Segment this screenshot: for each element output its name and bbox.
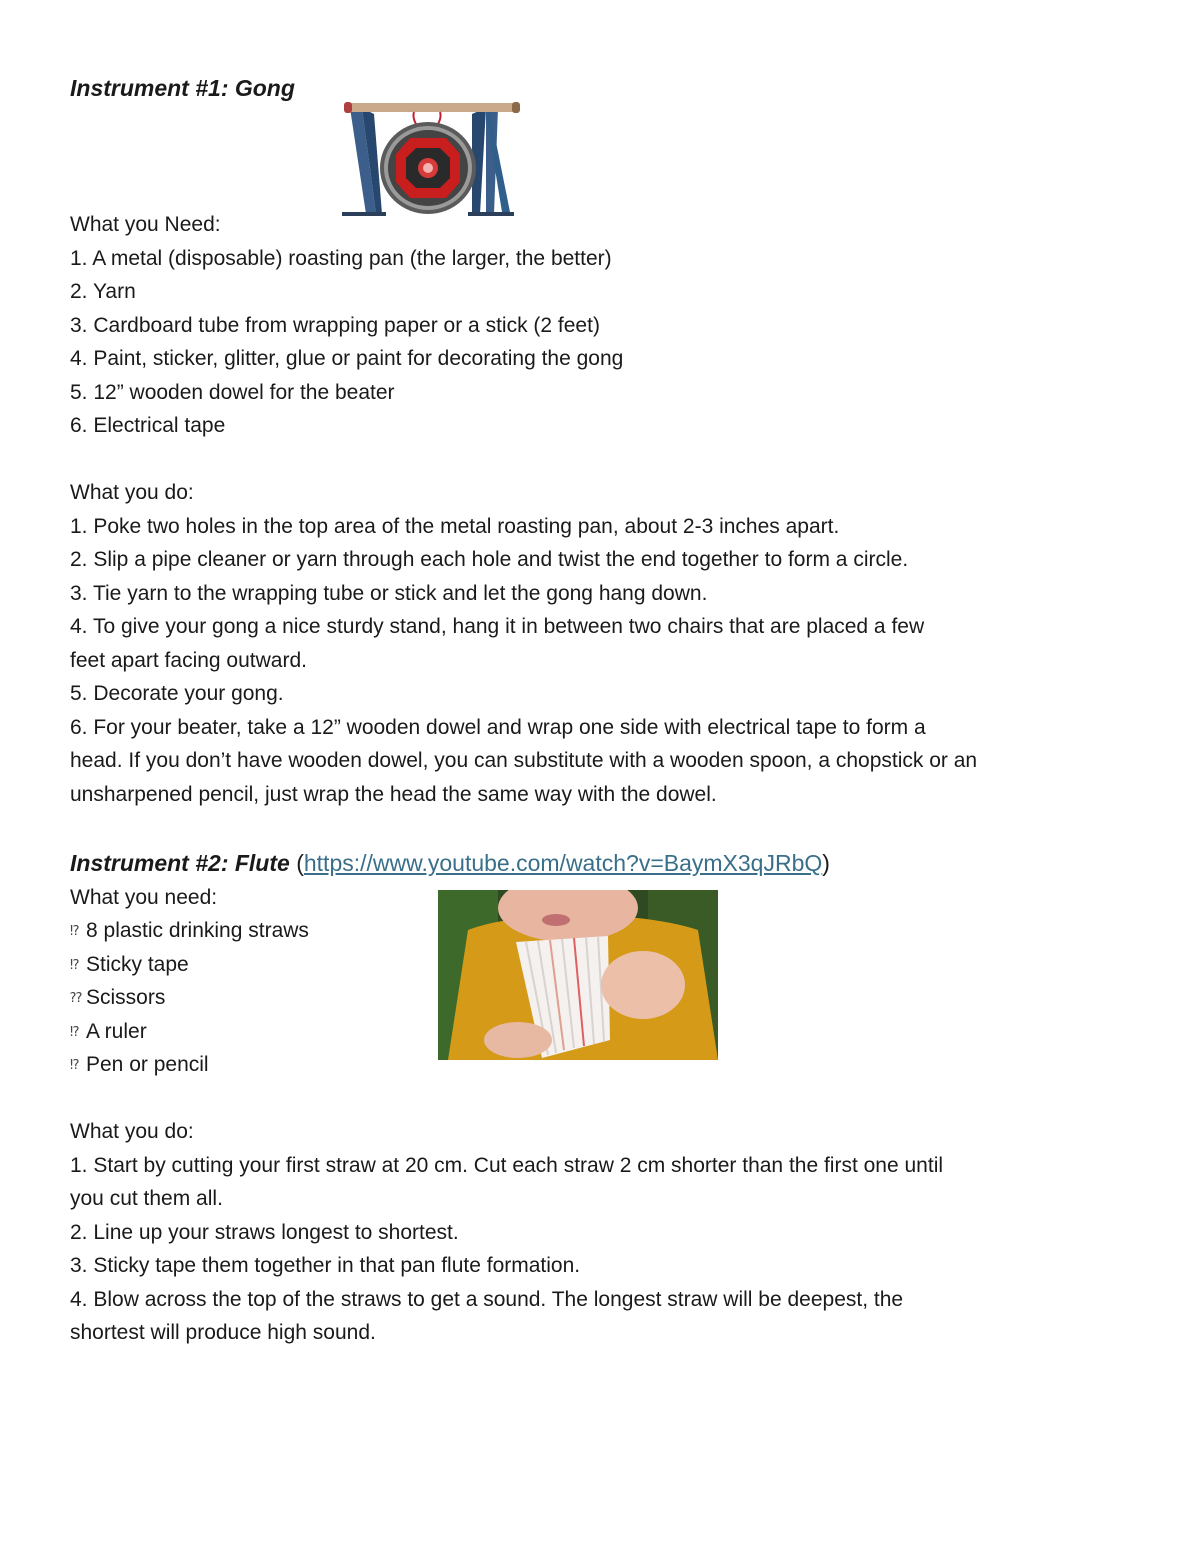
- gong-step-2: 2. Slip a pipe cleaner or yarn through each hole and twist the end together to form a circle.: [70, 548, 909, 571]
- flute-material-1: ⁉ 8 plastic drinking straws: [70, 914, 1030, 948]
- flute-need-heading: What you need:: [70, 885, 218, 909]
- flute-video-link[interactable]: https://www.youtube.com/watch?v=BaymX3qJRbQ: [303, 849, 823, 876]
- bullet-icon: ⁉: [70, 1057, 80, 1072]
- gong-material-6: 6. Electrical tape: [70, 414, 226, 437]
- gong-heading: Instrument #1: Gong: [70, 75, 295, 101]
- flute-step-3: 3. Sticky tape them together in that pan flute formation.: [70, 1254, 581, 1277]
- flute-step-1: 1. Start by cutting your first straw at 20 cm. Cut each straw 2 cm shorter than the first one until you cut them all.: [70, 1153, 944, 1210]
- gong-material-4: 4. Paint, sticker, glitter, glue or paint for decorating the gong: [70, 347, 624, 370]
- flute-title: Instrument #2: Flute: [70, 849, 290, 876]
- flute-material-5: ⁉ Pen or pencil: [70, 1048, 1030, 1082]
- bullet-icon: ⁇: [70, 990, 82, 1005]
- flute-heading: [70, 845, 1030, 881]
- link-open-paren: (: [289, 849, 304, 876]
- flute-material-3: ⁇ Scissors: [70, 981, 1030, 1015]
- gong-step-6: 6. For your beater, take a 12” wooden dowel and wrap one side with electrical tape to form a head. If you don’t have wooden dowel, you can substitute with a wooden spoon, a chopstick or an unsharpened pencil, just wrap the head the same way with the dowel.: [70, 715, 978, 806]
- gong-material-5: 5. 12” wooden dowel for the beater: [70, 380, 395, 404]
- flute-material-2: ⁉ Sticky tape: [70, 948, 1030, 982]
- bullet-icon: ⁉: [70, 923, 80, 938]
- flute-step-4: 4. Blow across the top of the straws to get a sound. The longest straw will be deepest, the shortest will produce high sound.: [70, 1287, 904, 1344]
- bullet-icon: ⁉: [70, 1023, 80, 1039]
- bullet-icon: ⁉: [70, 956, 80, 972]
- flute-do-heading: What you do:: [70, 1120, 194, 1143]
- gong-step-1: 1. Poke two holes in the top area of the metal roasting pan, about 2-3 inches apart.: [70, 514, 840, 538]
- gong-step-3: 3. Tie yarn to the wrapping tube or stick and let the gong hang down.: [70, 581, 708, 605]
- gong-material-2: 2. Yarn: [70, 280, 136, 303]
- gong-material-3: 3. Cardboard tube from wrapping paper or a stick (2 feet): [70, 313, 600, 337]
- document-body: [70, 70, 1030, 1350]
- gong-material-1: 1. A metal (disposable) roasting pan (the larger, the better): [70, 246, 612, 270]
- flute-step-2: 2. Line up your straws longest to shortest.: [70, 1220, 459, 1244]
- gong-need-heading: What you Need:: [70, 213, 221, 236]
- link-close-paren: ): [822, 849, 830, 876]
- gong-step-5: 5. Decorate your gong.: [70, 682, 284, 705]
- gong-do-heading: What you do:: [70, 481, 194, 504]
- gong-step-4: 4. To give your gong a nice sturdy stand, hang it in between two chairs that are placed a few feet apart facing outward.: [70, 615, 925, 672]
- flute-material-4: ⁉ A ruler: [70, 1015, 1030, 1049]
